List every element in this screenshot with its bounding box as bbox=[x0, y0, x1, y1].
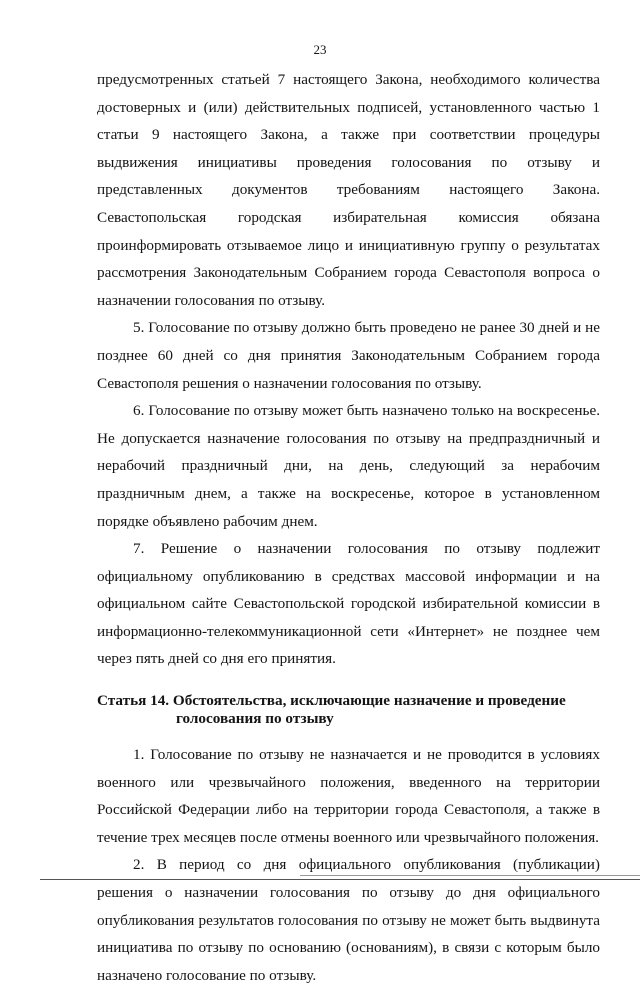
paragraph-item-6: 6. Голосование по отзыву может быть назначено только на воскресенье. Не допускается назначение голосования по отзыву на предпраздничный и нерабочий праздничный дни, на день, следующий за нерабочим праздничным днем, а также на воскресенье, которое в установленном порядке объявлено рабочим днем. bbox=[97, 402, 600, 530]
paragraph-continuation: предусмотренных статьей 7 настоящего Закона, необходимого количества достоверных и (или) действительных подписей, установленного частью 1 статьи 9 настоящего Закона, а также при соответствии процедуры выдвижения инициативы проведения голосования по отзыву и представленных документов требованиям настоящего Закона. Севастопольская городская избирательная комиссия обязана проинформировать отзываемое лицо и инициативную группу о результатах рассмотрения Законодательным Собранием города Севастополя вопроса о назначении голосования по отзыву. bbox=[97, 71, 600, 309]
article-14-paragraph-1: 1. Голосование по отзыву не назначается и не проводится в условиях военного или чрезвычайного положения, введенного на территории Российской Федерации либо на территории города Севастополя, а также в течение трех месяцев после отмены военного или чрезвычайного положения. bbox=[97, 746, 600, 846]
article-14-heading: Статья 14. Обстоятельства, исключающие назначение и проведение голосования по отзыву bbox=[97, 692, 566, 728]
scan-edge-line bbox=[300, 875, 640, 876]
paragraph-item-5: 5. Голосование по отзыву должно быть проведено не ранее 30 дней и не позднее 60 дней со дня принятия Законодательным Собранием города Севастополя решения о назначении голосования по отзыву. bbox=[97, 319, 600, 392]
page-number: 23 bbox=[313, 42, 327, 57]
paragraph-item-7: 7. Решение о назначении голосования по отзыву подлежит официальному опубликованию в средствах массовой информации и на официальном сайте Севастопольской городской избирательной комиссии в информационно-телекоммуникационной сети «Интернет» не позднее чем через пять дней со дня его принятия. bbox=[97, 540, 600, 668]
article-14-paragraph-2: 2. В период со дня официального опубликования (публикации) решения о назначении голосования по отзыву до дня официального опубликования результатов голосования по отзыву не может быть выдвинута инициатива по отзыву по основанию (основаниям), в связи с которым было назначено голосование по отзыву. bbox=[97, 856, 600, 984]
page-bottom-rule bbox=[40, 879, 640, 880]
document-body bbox=[97, 66, 600, 989]
